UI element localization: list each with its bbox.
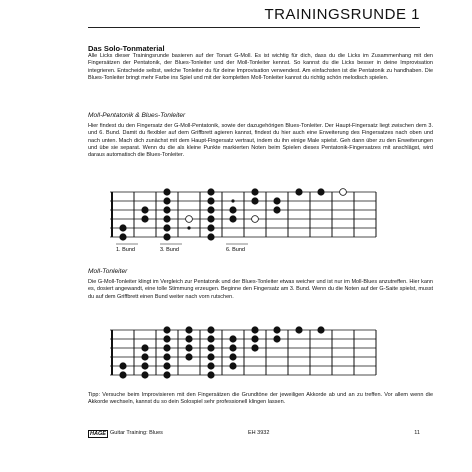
- publisher-logo: HAGE: [90, 431, 106, 437]
- page-number: 11: [414, 430, 420, 436]
- fretboard-diagram-pentatonik: [110, 188, 390, 258]
- tip-paragraph: Tipp: Versuche beim Improvisieren mit den Fingersätzen die Grundtöne der jeweiligen Akkorde ab und an zu treffen. Vor allem wenn die Akkorde wechseln, kannst du so dein Solospiel sehr professionell klingen lassen.: [88, 392, 433, 406]
- header-rule: [88, 27, 420, 28]
- fret-label-1: 1. Bund: [116, 247, 135, 253]
- moll-heading: Moll-Tonleiter: [88, 268, 128, 275]
- moll-paragraph: Die G-Moll-Tonleiter klingt im Vergleich zur Pentatonik und der Blues-Tonleiter etwas weicher und ist nur im Moll-Blues anzutreffen. Hier kann es, dosiert angewandt, eine tolle Stimmung erzeugen. Beginne den Fingersatz am 3. Bund. Wenn du die Noten auf der G-Saite spielst, musst du auf dem Griffbrett einen Bund weiter nach vorn rutschen.: [88, 279, 433, 300]
- page-footer: [88, 427, 420, 441]
- section-heading: Das Solo-Tonmaterial: [88, 44, 165, 53]
- intro-paragraph: Alle Licks dieser Trainingsrunde basieren auf der Tonart G-Moll. Es ist wichtig für dich, dass du die Licks im Zusammenhang mit den Fingersätzen der Pentatonik, der Blues-Tonleiter und der Moll-Tonleiter kennst. So kannst du die Licks besser in deine Improvisation integrieren. Entscheide selbst, welche Tonleiter du für deine Improvisation verwendest. Am einfachsten ist die Pentatonik zu handhaben. Die Blues-Tonleiter bringt mehr Farbe ins Spiel und mit der kompletten Moll-Tonleiter kannst du richtig schön melodisch spielen.: [88, 53, 433, 81]
- pentatonik-heading: Moll-Pentatonik & Blues-Tonleiter: [88, 112, 186, 119]
- footer-book-title: Guitar Training: Blues: [110, 430, 163, 436]
- footer-edition-code: EH 3932: [248, 430, 270, 436]
- fret-label-6: 6. Bund: [226, 247, 245, 253]
- fret-label-3: 3. Bund: [160, 247, 179, 253]
- page-header-title: TRAININGSRUNDE 1: [264, 6, 420, 23]
- pentatonik-paragraph: Hier findest du den Fingersatz der G-Moll-Pentatonik, sowie der dazugehörigen Blues-Tonleiter. Der Haupt-Fingersatz liegt zwischen dem 3. und 6. Bund. Damit du flexibler auf dem Griffbrett agieren kannst, findest du hier auch eine Erweiterung des Fingersatzes nach oben und nach unten. Mach dich zunächst mit dem Haupt-Fingersatz vertraut, indem du ihn einige Male spielst. Geh dann über zu den Erweiterungen und übe sie separat. Wenn du die als kleine Punkte markierten Noten beim Spielen dieses Pentatonik-Fingersatzes mit anschlägst, wird daraus automatisch die Blues-Tonleiter.: [88, 123, 433, 159]
- fretboard-diagram-moll: [110, 326, 390, 381]
